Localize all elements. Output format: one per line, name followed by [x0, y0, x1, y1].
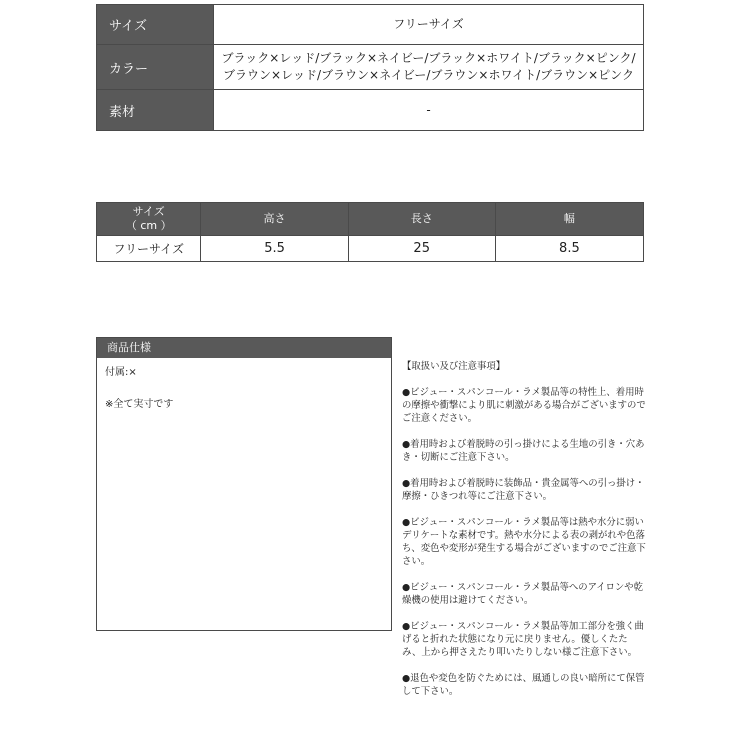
size-cell-size: フリーサイズ [97, 236, 201, 262]
care-notes-title: 【取扱い及び注意事項】 [402, 361, 506, 372]
product-note: ※全て実寸です [105, 399, 174, 410]
spec-row-size [97, 5, 644, 45]
spec-value-color: ブラック×レッド/ブラック×ネイビー/ブラック×ホワイト/ブラック×ピンク/ブラウン×レッド/ブラウン×ネイビー/ブラウン×ホワイト/ブラウン×ピンク [214, 45, 644, 90]
size-table [96, 202, 644, 262]
product-accessory: 付属:× [105, 367, 137, 378]
care-note-item: ●着用時および着脱時に装飾品・貴金属等への引っ掛け・摩擦・ひきつれ等にご注意下さい。 [402, 478, 645, 502]
size-table-row [97, 236, 644, 262]
spec-value-material: - [214, 90, 644, 131]
spec-value-size: フリーサイズ [214, 5, 644, 45]
care-note-item: ●ビジュー・スパンコール・ラメ製品等の特性上、着用時の摩擦や衝撃により肌に刺激がある場合がございますのでご注意ください。 [402, 387, 646, 424]
size-header-width: 幅 [495, 203, 643, 236]
size-cell-length: 25 [348, 236, 495, 262]
product-spec-heading: 商品仕様 [97, 338, 391, 358]
size-header-size: サイズ （ cm ） [97, 203, 201, 236]
product-spec-box [96, 337, 392, 631]
size-cell-height: 5.5 [201, 236, 348, 262]
size-header-length: 長さ [348, 203, 495, 236]
spec-table [96, 4, 644, 131]
size-table-header-row [97, 203, 644, 236]
care-note-item: ●ビジュー・スパンコール・ラメ製品等加工部分を強く曲げると折れた状態になり元に戻りません。優しくたたみ、上から押さえたり叩いたりしない様ご注意下さい。 [402, 621, 644, 658]
care-note-item: ●ビジュー・スパンコール・ラメ製品等は熱や水分に弱いデリケートな素材です。熱や水分による表の剥がれや色落ち、変色や変形が発生する場合がございますのでご注意下さい。 [402, 517, 646, 567]
spec-row-material [97, 90, 644, 131]
care-note-item: ●着用時および着脱時の引っ掛けによる生地の引き・穴あき・切断にご注意下さい。 [402, 439, 645, 463]
spec-label-material: 素材 [97, 90, 214, 131]
spec-label-size: サイズ [97, 5, 214, 45]
size-header-height: 高さ [201, 203, 348, 236]
product-spec-body [97, 358, 391, 420]
spec-label-color: カラー [97, 45, 214, 90]
spec-row-color [97, 45, 644, 90]
size-cell-width: 8.5 [495, 236, 643, 262]
care-notes [402, 347, 646, 711]
care-note-item: ●ビジュー・スパンコール・ラメ製品等へのアイロンや乾燥機の使用は避けてください。 [402, 582, 644, 606]
care-note-item: ●退色や変色を防ぐためには、風通しの良い暗所にて保管して下さい。 [402, 673, 645, 697]
